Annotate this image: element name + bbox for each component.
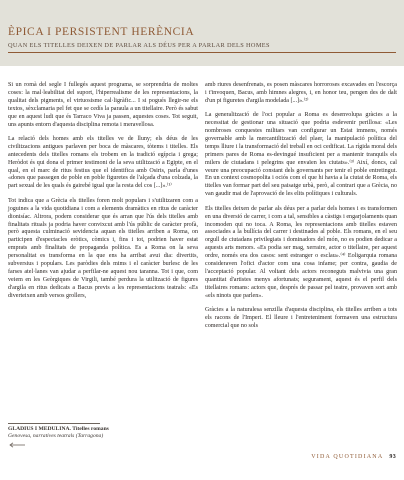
section-name: VIDA QUOTIDIANA [311, 454, 384, 460]
paragraph: Els titelles deixen de parlar als déus per a parlar dels homes i es transformen en una diversió de carrer, i com a tal, sensibles a càstigs i engarjolaments quan incomoden qui no toca. A Roma, les representacions amb titelles estaven associades a la bullícia del carrer i destinades al poble. Els romans, en el seu orgull de ciutadans privilegiats i dominadors del món, no es podien dedicar a aquests arts menors. «Es podia ser mag, xerraire, actor o titellaire, per aquest ordre, només era dos casos: sent estranger o esclau».⁽⁴⁾ Eoligarquia romana consideraven l'ofici d'actor com una cosa infame; per contra, gaudia de l'acceptació popular. Al voltant dels actors reconeguts malvivia una gran quantitat d'artistes menys afortunats; segurament, aquest és el perfil dels titellaires romans: actors que, després de passar pel teatre, provaven sort amb «els ninots que parlen». [205, 205, 397, 299]
paragraph: Gràcies a la naturalesa senzilla d'aquesta disciplina, els titelles arriben a tots els racons de l'Imperi. El lleure i l'entreteniment formaven una estructura comercial que no sols [205, 307, 397, 329]
paragraph: La generalització de l'oci popular a Roma es desenvolupa gràcies a la necessitat de gestionar una situació que podria esdevenir perillosa: «Les nombroses conquestes militars van configurar un Estat immens, només governable amb la mercantilització del plaer, la manipulació política del temps lliure i la transformació del treball en oci cedificat. La rígida moral dels primers pares de Roma es-devingué insuficient per a mantenir tranquils els milers de ciutadans i pelegrins que envaïen les ciutats».⁽³⁾ Així, doncs, cal veure una preocupació constant dels governants per tenir el poble entretingut. En un context cosmopolita i ociós com el que hi havia a la ciutat de Roma, els titelles van formar part del seu paisatge urbà, però, al contrari que a Grècia, no van gaudir mai de l'aprovació de les elits polítiques i culturals. [205, 112, 397, 198]
caption-divider [8, 423, 100, 424]
page-header [0, 0, 404, 66]
paragraph: amb riures desenfrenats, es posen màscares horroroses excavades en l'escorça i t'invoquen, Bacus, amb himnes alegres, i, en honor teu, pengen des de dalt d'un pi figuretes d'argila modelada [...]».⁽²⁾ [205, 82, 397, 104]
paragraph: Tot indica que a Grècia els titelles foren molt populars i s'utilitzaren com a joguines a la vida quotidiana i com a elements dramàtics en ritus de caràcter dionisíac. Altrora, podem considerar que és arran que l'ús dels titelles amb finalitats rituals ja podria haver convixcut amb l'ús públic de caràcter profà, però aquesta culminació sevidencia aquan els titelles arriben a Roma, on participen d'espectacles eròtics, còmics i, fins i tot, podrien haver estat emprats amb finalitats de propaganda política. Es a Roma on la seva personalitat es transforma en la que ens ha arribat avui dia: divertits, subversius i populars. Les paròdies dels mims i el caràcter burlesc de les farses atel·lanes van ajudar a perfilar-ne aquest nou taranna. Tot i que, com veiem en les Geòrgiques de Virgili, també perdura la utilització de figures d'argila en ritus dedicats a Bacus previs a les representacions teatrals: «Es diverteixen amb versos grollers, [8, 197, 198, 299]
paragraph: La relació dels homes amb els titelles ve de lluny; els déus de les civilitzacions antigues parlaven per boca de màscares, tòtems i titelles. Els antecedents dels titelles romans els trobem en la tradició egípcia i grega; Heròdot és qui dona el primer testimoni de la seva utilització a Egipte, en el qual, en el marc de ritus festius que el identifica amb Osiris, parla d'unes «dones que passegen de poble en poble figuretes de l'alçada d'una colzada, la part sexual de les quals és gairebé igual que la resta del cos [...]».⁽¹⁾ [8, 135, 198, 190]
page-number: 93 [389, 454, 396, 460]
paragraph: Si un romà del segle I fullegés aquest programa, se sorprendria de moltes coses: la mal·leabilitat del suport, l'hiperrealisme de les representacions, la qualitat dels pigments, el virtuosisme cal·ligràfic... I si pogués llegir-ne els textos, sèxclamaria pel fet que se cedís la paraula a un titellaire. Però és sabut que en aquest ludi que és Tarraco Viva ja passen, aquestes coses. Tot seguit, uns apunts entorn d'aquesta disciplina remota i meravellosa. [8, 82, 198, 128]
image-caption [8, 426, 198, 440]
page-subtitle: QUAN ELS TITELLES DEIXEN DE PARLAR ALS DÉUS PER A PARLAR DELS HOMES [8, 42, 270, 49]
left-column [8, 82, 198, 307]
page-footer [311, 454, 396, 460]
caption-subtitle: Genovesa, narratives teatrals (Tarragona) [8, 433, 104, 440]
header-divider [8, 52, 396, 53]
page-title: ÈPICA I PERSISTENT HERÈNCIA [8, 26, 195, 38]
caption-title: GLADIUS I MEDULINA. Titelles romans [8, 426, 109, 432]
right-column [205, 82, 397, 337]
arrow-left-icon [8, 442, 26, 448]
